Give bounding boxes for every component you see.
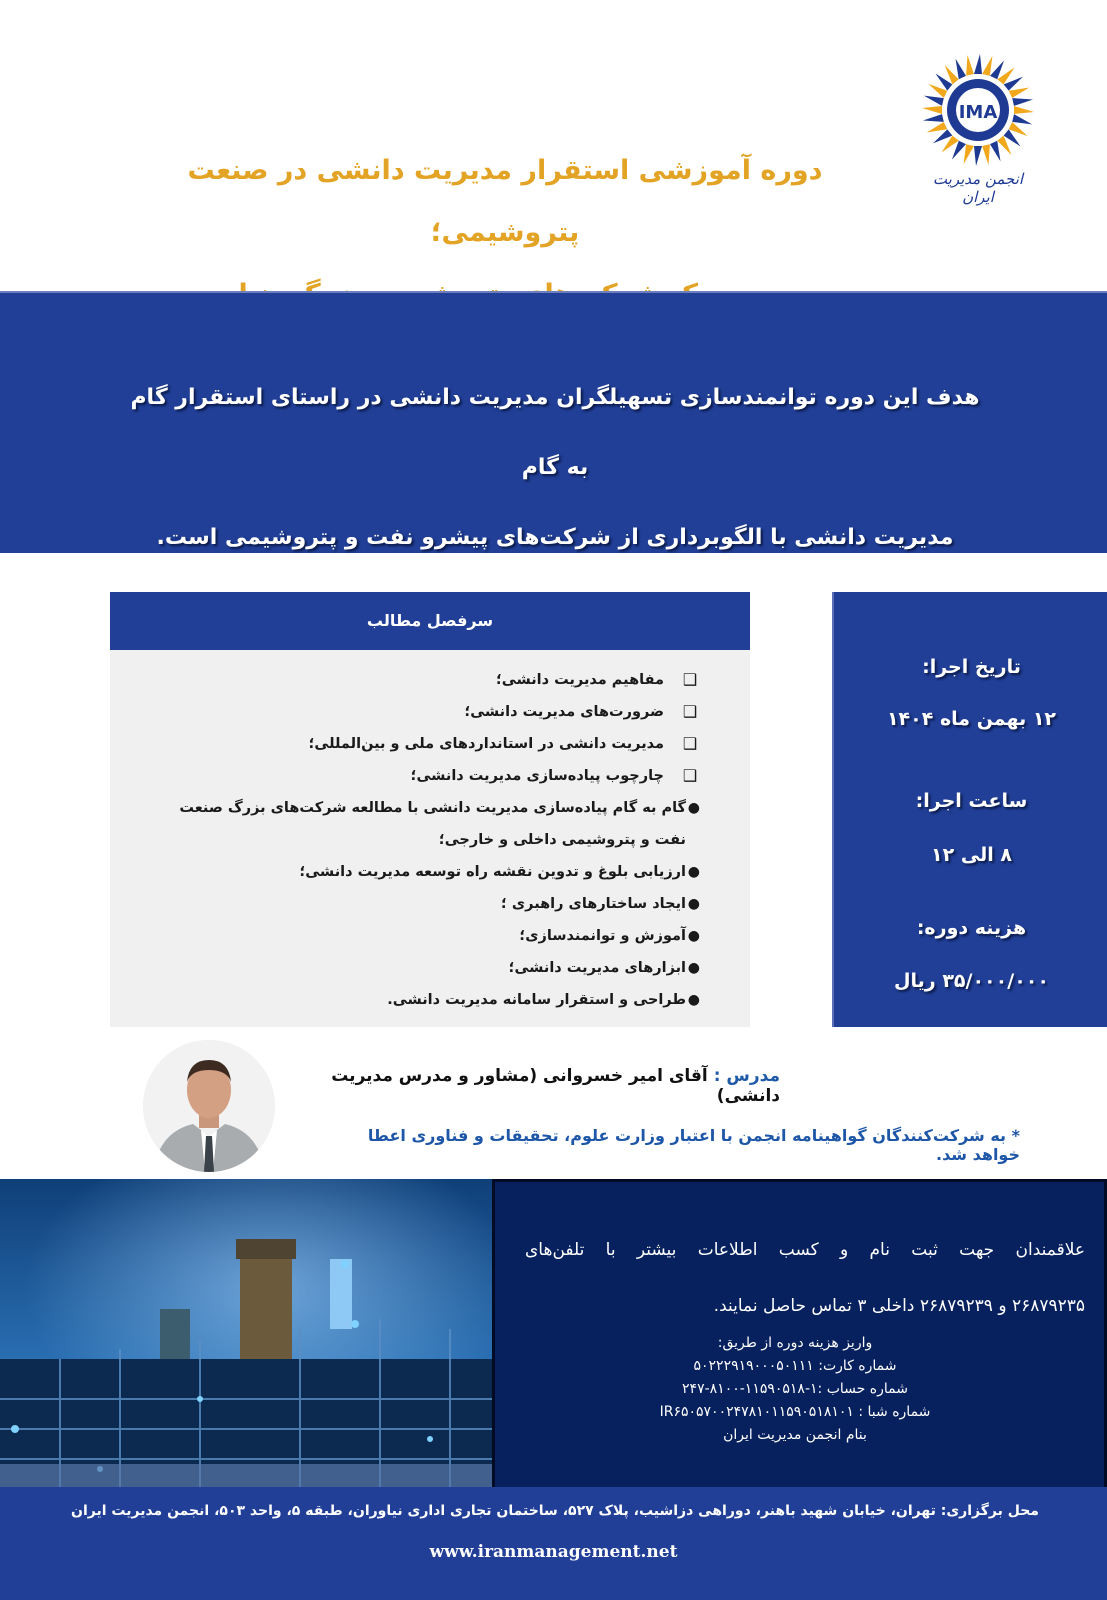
fee-value: ۳۵/۰۰۰/۰۰۰ ریال <box>894 970 1049 992</box>
ima-sunburst-logo-icon <box>918 52 1038 172</box>
syllabus-item-text: مفاهیم مدیریت دانشی؛ <box>496 672 664 688</box>
petrochemical-plant-icon <box>0 1179 492 1487</box>
date-value: ۱۲ بهمن ماه ۱۴۰۴ <box>886 708 1057 730</box>
svg-text:IMA: IMA <box>958 102 998 123</box>
syllabus-item-text: ابزارهای مدیریت دانشی؛ <box>508 960 686 976</box>
date-label: تاریخ اجرا: <box>922 656 1021 678</box>
footer <box>0 1487 1107 1600</box>
checkbox-icon: ❑ <box>682 670 698 689</box>
account-holder: بنام انجمن مدیریت ایران <box>723 1427 867 1443</box>
syllabus-item <box>150 760 700 792</box>
account-number: شماره حساب :۱-۱۱۵۹۰۵۱۸-۸۱۰۰-۲۴۷ <box>682 1381 908 1397</box>
syllabus-item <box>150 696 700 728</box>
goal-banner <box>0 291 1107 553</box>
syllabus-item <box>150 664 700 696</box>
bullet-icon: ● <box>687 992 700 1008</box>
contact-text <box>525 1222 1085 1334</box>
payment-heading: واریز هزینه دوره از طریق: <box>717 1335 873 1351</box>
instructor-label: مدرس : <box>713 1066 780 1086</box>
syllabus-item-text: گام به گام پیاده‌سازی مدیریت دانشی با مطالعه شرکت‌های بزرگ صنعت نفت و پتروشیمی داخلی و خارجی؛ <box>179 800 686 848</box>
plant-photo <box>0 1179 492 1487</box>
syllabus-item-text: آموزش و توانمندسازی؛ <box>519 928 686 944</box>
syllabus-item-text: ضرورت‌های مدیریت دانشی؛ <box>464 704 664 720</box>
checkbox-icon: ❑ <box>682 766 698 785</box>
bullet-icon: ● <box>687 864 700 880</box>
goal-line-1: هدف این دوره توانمندسازی تسهیلگران مدیریت دانشی در راستای استقرار گام به گام <box>130 385 980 480</box>
title-line-1: دوره آموزشی استقرار مدیریت دانشی در صنعت پتروشیمی؛ <box>187 155 823 248</box>
syllabus-list <box>110 650 750 1016</box>
bullet-icon: ● <box>687 896 700 912</box>
goal-text <box>120 363 990 573</box>
syllabus-item-text: ارزیابی بلوغ و تدوین نقشه راه توسعه مدیریت دانشی؛ <box>299 864 686 880</box>
card-number: شماره کارت: ۵۰۲۲۲۹۱۹۰۰۰۵۰۱۱۱ <box>693 1358 897 1374</box>
syllabus-item-text: ایجاد ساختارهای راهبری ؛ <box>501 896 686 912</box>
time-value: ۸ الی ۱۲ <box>931 844 1012 866</box>
bullet-icon: ● <box>687 800 700 816</box>
bullet-icon: ● <box>687 960 700 976</box>
payment-info <box>535 1332 1055 1447</box>
syllabus-item-text: مدیریت دانشی در استانداردهای ملی و بین‌المللی؛ <box>308 736 664 752</box>
bullet-icon: ● <box>687 928 700 944</box>
certificate-note: * به شرکت‌کنندگان گواهینامه انجمن با اعتبار وزارت علوم، تحقیقات و فناوری اعطا خواهد شد. <box>367 1126 1020 1164</box>
syllabus-item <box>150 728 700 760</box>
website-link[interactable]: www.iranmanagement.net <box>429 1542 678 1562</box>
syllabus-item-text: طراحی و استقرار سامانه مدیریت دانشی. <box>387 992 686 1008</box>
checkbox-icon: ❑ <box>682 734 698 753</box>
instructor-name: آقای امیر خسروانی (مشاور و مدرس مدیریت دانشی) <box>331 1066 780 1106</box>
goal-line-2: مدیریت دانشی با الگوبرداری از شرکت‌های پیشرو نفت و پتروشیمی است. <box>156 525 954 550</box>
venue-address: محل برگزاری: تهران، خیابان شهید باهنر، دوراهی دزاشیب، پلاک ۵۲۷، ساختمان تجاری اداری نیاوران، طبقه ۵، واحد ۵۰۳، انجمن مدیریت ایران <box>71 1503 1039 1519</box>
fee-label: هزینه دوره: <box>916 917 1027 939</box>
syllabus-item <box>150 952 700 984</box>
logo-caption: انجمن مدیریت ایران <box>932 170 1024 206</box>
time-label: ساعت اجرا: <box>915 790 1028 812</box>
contact-box <box>492 1179 1107 1487</box>
instructor-line <box>300 1066 780 1106</box>
syllabus-heading: سرفصل مطالب <box>110 592 750 650</box>
instructor-photo <box>143 1040 275 1172</box>
syllabus-item <box>150 920 700 952</box>
syllabus-item <box>150 984 700 1016</box>
syllabus-panel <box>110 592 750 1027</box>
instructor-portrait-icon <box>143 1040 275 1172</box>
syllabus-item <box>150 856 700 888</box>
sheba-number: شماره شبا : IR۶۵۰۵۷۰۰۲۴۷۸۱۰۱۱۵۹۰۵۱۸۱۰۱ <box>659 1404 931 1420</box>
ima-logo <box>918 52 1038 206</box>
checkbox-icon: ❑ <box>682 702 698 721</box>
contact-line-2: ۲۶۸۷۹۲۳۵ و ۲۶۸۷۹۲۳۹ داخلی ۳ تماس حاصل نمایند. <box>713 1296 1085 1316</box>
syllabus-item <box>150 888 700 920</box>
course-info-panel <box>832 592 1107 1027</box>
contact-line-1: علاقمندان جهت ثبت نام و کسب اطلاعات بیشتر با تلفن‌های <box>525 1240 1085 1260</box>
syllabus-item <box>150 792 700 856</box>
syllabus-item-text: چارچوب پیاده‌سازی مدیریت دانشی؛ <box>410 768 664 784</box>
